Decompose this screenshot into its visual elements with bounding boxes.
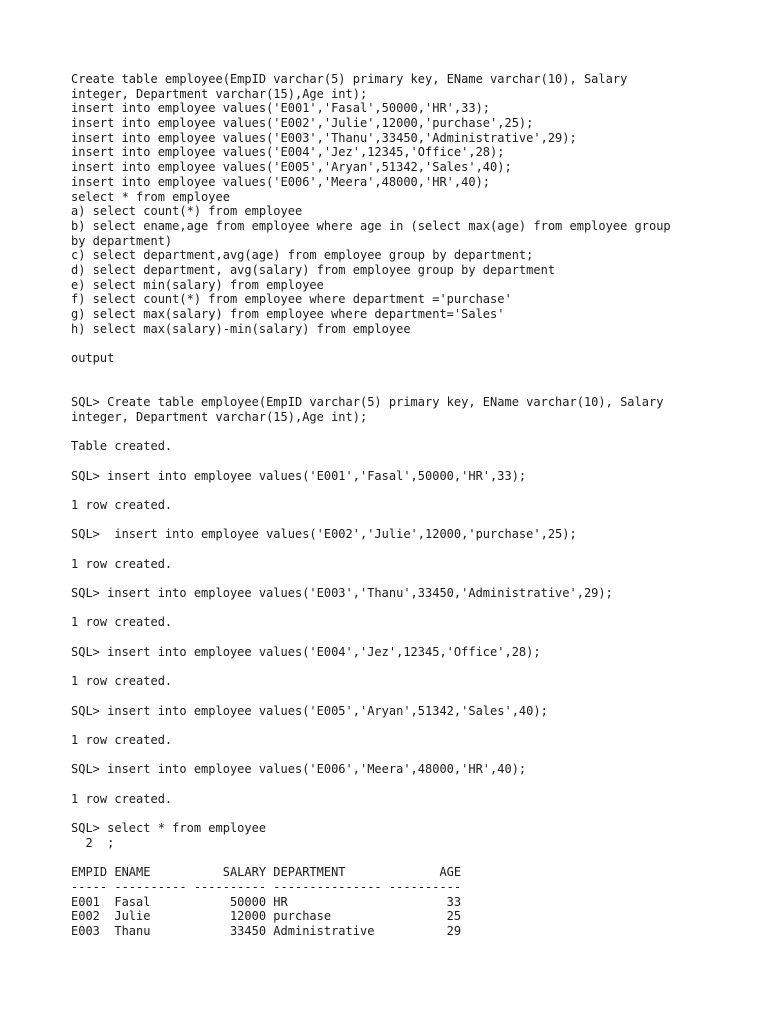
blank-line [71,689,731,704]
text-line: E001 Fasal 50000 HR 33 [71,894,462,909]
blank-line [71,366,731,381]
text-line: 1 row created. [71,732,173,747]
text-line: 1 row created. [71,615,173,630]
text-line: SQL> select * from employee [71,821,267,836]
text-line: 2 ; [71,835,115,850]
text-line: Table created. [71,439,173,454]
blank-line [71,806,731,821]
text-line: SQL> insert into employee values('E003','Thanu',33450,'Administrative',29); [71,586,613,601]
text-line: insert into employee values('E004','Jez',12345,'Office',28); [71,145,505,160]
blank-line [71,513,731,528]
text-line: h) select max(salary)-min(salary) from employee [71,321,411,336]
text-line: b) select ename,age from employee where age in (select max(age) from employee group [71,218,671,233]
text-line: SQL> insert into employee values('E005','Aryan',51342,'Sales',40); [71,703,548,718]
text-line: SQL> insert into employee values('E002','Julie',12000,'purchase',25); [71,527,577,542]
text-line: SQL> insert into employee values('E004','Jez',12345,'Office',28); [71,644,541,659]
text-line: f) select count(*) from employee where department ='purchase' [71,292,512,307]
blank-line [71,777,731,792]
text-line: E003 Thanu 33450 Administrative 29 [71,923,462,938]
text-line: 1 row created. [71,556,173,571]
text-line: c) select department,avg(age) from employee group by department; [71,248,534,263]
blank-line [71,454,731,469]
blank-line [71,748,731,763]
text-line: SQL> insert into employee values('E006','Meera',48000,'HR',40); [71,762,527,777]
text-line: SQL> Create table employee(EmpID varchar(5) primary key, EName varchar(10), Salary [71,395,664,410]
blank-line [71,542,731,557]
text-line: select * from employee [71,189,230,204]
text-line: insert into employee values('E005','Aryan',51342,'Sales',40); [71,160,512,175]
blank-line [71,336,731,351]
text-line: SQL> insert into employee values('E001','Fasal',50000,'HR',33); [71,468,527,483]
text-line: d) select department, avg(salary) from employee group by department [71,262,556,277]
blank-line [71,571,731,586]
text-line: integer, Department varchar(15),Age int); [71,86,368,101]
blank-line [71,601,731,616]
text-line: ----- ---------- ---------- --------------- ---------- [71,879,462,894]
text-line: insert into employee values('E001','Fasal',50000,'HR',33); [71,101,491,116]
text-line: 1 row created. [71,497,173,512]
text-line: 1 row created. [71,791,173,806]
text-line: Create table employee(EmpID varchar(5) primary key, EName varchar(10), Salary [71,72,628,86]
blank-line [71,425,731,440]
text-line: a) select count(*) from employee [71,204,303,219]
blank-line [71,483,731,498]
text-line: E002 Julie 12000 purchase 25 [71,909,462,924]
text-line: output [71,351,115,366]
blank-line [71,660,731,675]
text-line: by department) [71,233,173,248]
text-line: EMPID ENAME SALARY DEPARTMENT AGE [71,865,462,880]
blank-line [71,850,731,865]
text-line: insert into employee values('E003','Thanu',33450,'Administrative',29); [71,130,577,145]
text-line: 1 row created. [71,674,173,689]
text-line: g) select max(salary) from employee where department='Sales' [71,307,505,321]
blank-line [71,630,731,645]
text-line: insert into employee values('E006','Meera',48000,'HR',40); [71,174,491,189]
text-line: integer, Department varchar(15),Age int); [71,409,368,424]
blank-line [71,380,731,395]
text-line: insert into employee values('E002','Julie',12000,'purchase',25); [71,116,534,131]
sql-document [71,72,731,939]
text-line: e) select min(salary) from employee [71,277,324,292]
blank-line [71,718,731,733]
